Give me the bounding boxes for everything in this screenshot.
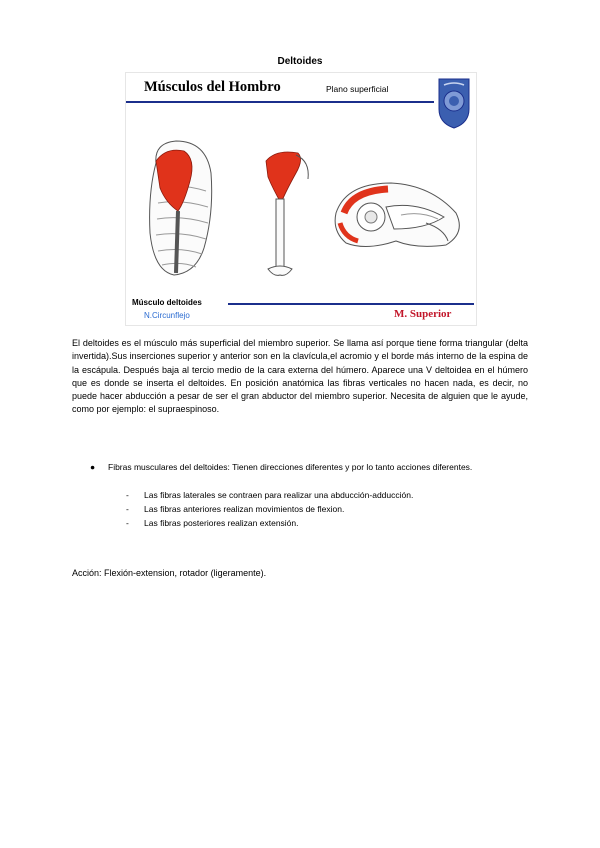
list-item <box>126 502 506 516</box>
figure-region-label: M. Superior <box>394 308 452 320</box>
figure-nerve-label: N.Circunflejo <box>144 311 190 320</box>
shoulder-illustrations <box>126 133 476 293</box>
page-title: Deltoides <box>277 56 323 67</box>
list-item-text: Las fibras anteriores realizan movimientos de flexion. <box>144 504 345 514</box>
description-paragraph: El deltoides es el músculo más superficial del miembro superior. Se llama así porque tiene forma triangular (delta invertida).Sus inserciones superior y anterior son en la clavícula,el acromio y el borde más interno de la espina de la escápula. Después baja al tercio medio de la cara externa del húmero. Aparece una V deltoidea en el húmero que es donde se inserta el deltoides. En posición anatómica las fibras verticales no hacen nada, es decir, no puede hacer abducción a pesar de ser el gran abductor del miembro superior. Necesita de alguien que le ayude, como por ejemplo: el supraespinoso. <box>72 338 528 415</box>
list-item <box>126 488 506 502</box>
bullet-marker: ● <box>90 462 96 472</box>
list-item-text: Las fibras posteriores realizan extensión. <box>144 518 299 528</box>
dash-marker: - <box>126 518 129 528</box>
action-line: Acción: Flexión-extension, rotador (ligeramente). <box>72 568 267 578</box>
figure-top-rule <box>126 101 434 103</box>
figure-bottom-rule <box>228 303 474 305</box>
thorax-shoulder-illustration <box>150 141 212 275</box>
dash-marker: - <box>126 504 129 514</box>
list-item-text: Las fibras laterales se contraen para realizar una abducción-adducción. <box>144 490 414 500</box>
arm-bone-illustration <box>266 152 308 275</box>
shoulder-muscles-figure <box>125 72 477 326</box>
figure-muscle-label: Músculo deltoides <box>132 298 202 307</box>
dash-marker: - <box>126 490 129 500</box>
fibers-sub-list <box>126 488 506 530</box>
shoulder-cross-section-illustration <box>335 183 459 247</box>
list-item <box>126 516 506 530</box>
bullet-text: Fibras musculares del deltoides: Tienen direcciones diferentes y por lo tanto acciones diferentes. <box>108 462 473 472</box>
figure-heading: Músculos del Hombro <box>144 79 281 95</box>
crest-emblem-icon <box>436 75 472 129</box>
figure-plane-label: Plano superficial <box>326 84 389 94</box>
